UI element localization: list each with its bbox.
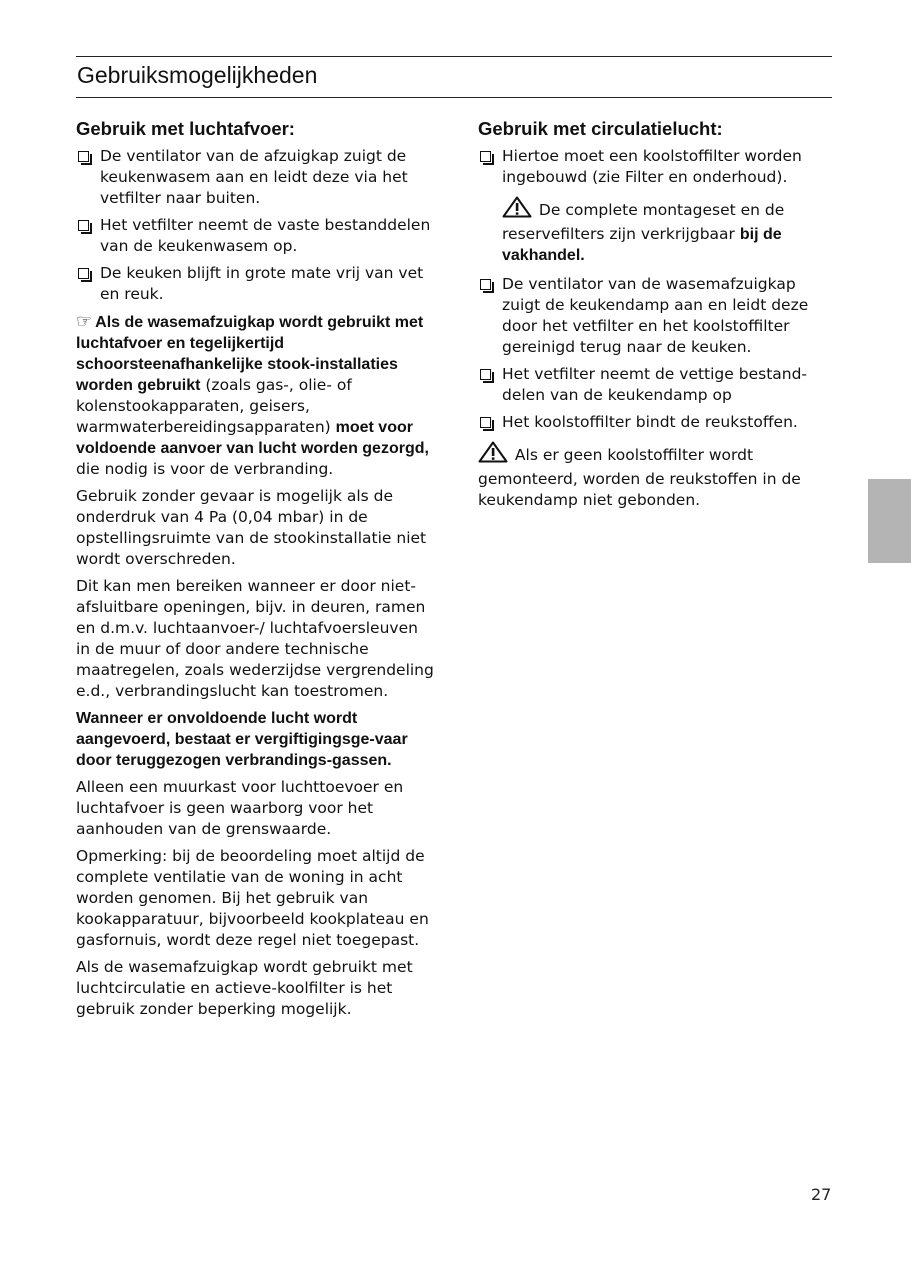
checkbox-bullet-icon bbox=[78, 151, 89, 162]
list-item bbox=[478, 412, 823, 433]
list-item-text: Het vetfilter neemt de vaste bestanddelen van de keukenwasem op. bbox=[100, 216, 431, 255]
list-item bbox=[478, 146, 823, 188]
note-paragraph bbox=[76, 311, 436, 480]
list-item bbox=[76, 263, 436, 305]
warning-triangle-icon bbox=[478, 441, 508, 469]
list-item-text: De ventilator van de wasemafzuigkap zuigt de keukendamp aan en leidt deze door het vetfilter en het koolstoffilter gereinigd terug naar de keuken. bbox=[502, 275, 809, 356]
warning-paragraph: Wanneer er onvoldoende lucht wordt aangevoerd, bestaat er vergiftigingsge-vaar door teruggezogen verbrandings-gassen. bbox=[76, 710, 408, 769]
list-item bbox=[478, 274, 823, 358]
list-item-text: De ventilator van de afzuigkap zuigt de keukenwasem aan en leidt deze via het vetfilter naar buiten. bbox=[100, 147, 408, 207]
right-column bbox=[478, 117, 823, 519]
caution-note bbox=[478, 441, 823, 511]
caution-text: Als er geen koolstoffilter wordt gemonteerd, worden de reukstoffen in de keukendamp niet gebonden. bbox=[478, 446, 801, 509]
paragraph: Dit kan men bereiken wanneer er door niet-afsluitbare openingen, bijv. in deuren, ramen en d.m.v. luchtaanvoer-/ luchtafvoersleuven in de muur of door andere technische maatregelen, zoals wederzijdse vergrendeling e.d., verbrandingslucht kan toestromen. bbox=[76, 577, 434, 700]
checkbox-bullet-icon bbox=[480, 151, 491, 162]
caution-bold-text: bij de vakhandel. bbox=[502, 226, 782, 264]
checkbox-bullet-icon bbox=[480, 369, 491, 380]
side-tab-marker bbox=[868, 479, 911, 563]
list-item bbox=[76, 215, 436, 257]
section-heading-air-extraction: Gebruik met luchtafvoer: bbox=[76, 118, 295, 139]
section-heading-recirculation: Gebruik met circulatielucht: bbox=[478, 118, 723, 139]
list-item bbox=[478, 364, 823, 406]
list-item-text: Hiertoe moet een koolstoffilter worden ingebouwd (zie Filter en onderhoud). bbox=[502, 147, 802, 186]
note-text-1: (zoals gas-, olie- of kolenstookapparaten, geisers, warmwaterbereidingsapparaten) bbox=[76, 376, 352, 436]
caution-text: De complete montageset en de reservefilters zijn verkrijgbaar bbox=[502, 201, 785, 243]
checkbox-bullet-icon bbox=[480, 417, 491, 428]
header-top-rule bbox=[76, 56, 832, 57]
note-text-2: die nodig is voor de verbranding. bbox=[76, 460, 334, 478]
paragraph: Opmerking: bij de beoordeling moet altijd de complete ventilatie van de woning in acht worden genomen. Bij het gebruik van kookapparatuur, bijvoorbeeld kookplateau en gasfornuis, wordt deze regel niet toegepast. bbox=[76, 847, 429, 949]
note-bold-text-1: Als de wasemafzuigkap wordt gebruikt met luchtafvoer en tegelijkertijd schoorsteenafhankelijke stook-installaties worden gebruikt bbox=[76, 314, 424, 394]
paragraph: Alleen een muurkast voor luchttoevoer en luchtafvoer is geen waarborg voor het aanhouden van de grenswaarde. bbox=[76, 778, 404, 838]
paragraph: Als de wasemafzuigkap wordt gebruikt met luchtcirculatie en actieve-koolfilter is het gebruik zonder beperking mogelijk. bbox=[76, 958, 413, 1018]
paragraph: Gebruik zonder gevaar is mogelijk als de onderdruk van 4 Pa (0,04 mbar) in de opstellingsruimte van de stookinstallatie niet wordt overschreden. bbox=[76, 487, 427, 568]
checkbox-bullet-icon bbox=[78, 268, 89, 279]
checkbox-bullet-icon bbox=[78, 220, 89, 231]
page-title: Gebruiksmogelijkheden bbox=[77, 62, 318, 88]
checkbox-bullet-icon bbox=[480, 279, 491, 290]
list-item-text: De keuken blijft in grote mate vrij van vet en reuk. bbox=[100, 264, 424, 303]
pointing-hand-icon: ☞ bbox=[76, 311, 93, 332]
list-item-text: Het vetfilter neemt de vettige bestand-delen van de keukendamp op bbox=[502, 365, 808, 404]
list-item-text: Het koolstoffilter bindt de reukstoffen. bbox=[502, 413, 798, 431]
header-bottom-rule bbox=[76, 97, 832, 98]
warning-triangle-icon bbox=[502, 196, 532, 224]
caution-note bbox=[478, 196, 823, 266]
left-column bbox=[76, 117, 436, 1026]
note-bold-text-2: moet voor voldoende aanvoer van lucht worden gezorgd, bbox=[76, 419, 429, 457]
page-number: 27 bbox=[811, 1185, 832, 1204]
list-item bbox=[76, 146, 436, 209]
